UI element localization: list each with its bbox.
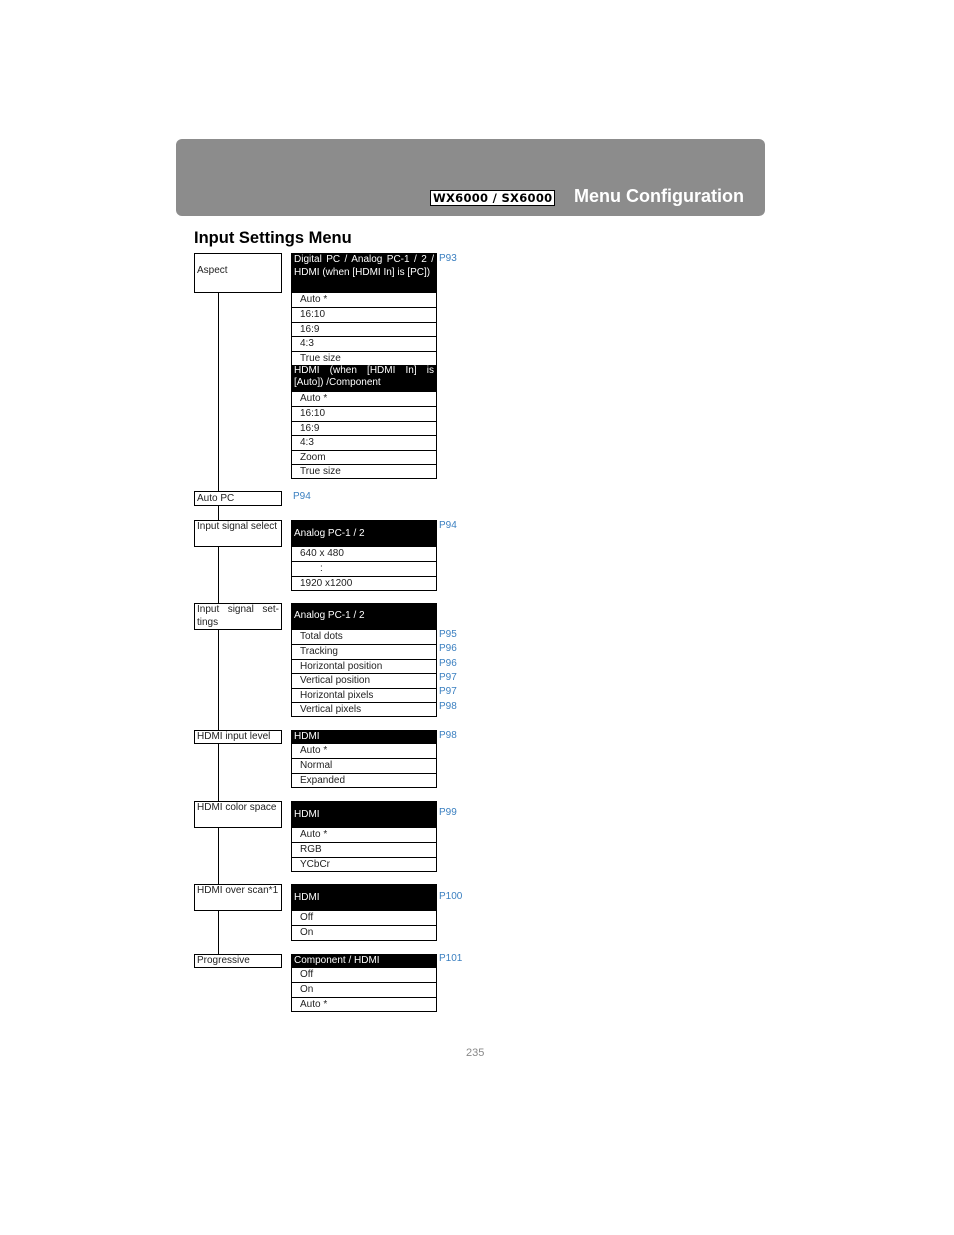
option-item: True size [292, 464, 436, 478]
option-item: 4:3 [292, 336, 436, 350]
option-item: Vertical position [292, 673, 436, 687]
option-item: Off [300, 912, 314, 923]
page-ref-link[interactable]: P94 [293, 491, 311, 502]
option-item: On [292, 925, 436, 939]
menu-label-progressive [194, 954, 282, 968]
option-item: 640 x 480 [300, 548, 344, 559]
options-progressive [291, 954, 437, 1012]
page-ref-link[interactable]: P93 [439, 253, 457, 264]
menu-label-text: Auto PC [197, 493, 235, 504]
option-item: 16:10 [292, 406, 436, 420]
option-group-header: HDMI (when [HDMI In] is [Auto]) /Component [292, 365, 436, 392]
option-item: Vertical pixels [292, 702, 436, 716]
menu-label-text: HDMI input level [197, 731, 271, 742]
menu-label-text: Aspect [197, 265, 228, 276]
option-item: Auto * [300, 745, 328, 756]
option-item: : [292, 561, 436, 575]
page-title: Menu Configuration [574, 186, 744, 206]
page-ref-link[interactable]: P101 [439, 953, 463, 964]
option-item: Auto * [292, 997, 436, 1011]
option-item: Normal [292, 758, 436, 772]
option-group-header: Digital PC / Analog PC-1 / 2 / HDMI (when [HDMI In] is [PC]) [292, 254, 436, 293]
menu-label-text: Input signal set-tings [197, 604, 279, 628]
option-item: 16:9 [292, 322, 436, 336]
option-item: Expanded [292, 773, 436, 787]
option-item: Zoom [292, 450, 436, 464]
option-group-header: Analog PC-1 / 2 [292, 521, 436, 547]
option-item: 16:9 [292, 421, 436, 435]
option-group-header: Analog PC-1 / 2 [292, 604, 436, 630]
option-group-header: HDMI [292, 731, 436, 744]
page-ref-link[interactable]: P94 [439, 520, 457, 531]
page-ref-link[interactable]: P98 [439, 730, 457, 741]
option-group-header: Component / HDMI [292, 955, 436, 968]
menu-label-text: HDMI color space [197, 802, 277, 813]
option-item: Auto * [300, 829, 328, 840]
option-item: Auto * [300, 294, 328, 305]
page-number: 235 [466, 1047, 485, 1059]
page-ref-link[interactable]: P98 [439, 701, 457, 712]
menu-label-text: Input signal select [197, 521, 278, 532]
menu-label-text: HDMI over scan*1 [197, 885, 279, 896]
page-ref-link[interactable]: P97 [439, 672, 457, 683]
page-ref-link[interactable]: P100 [439, 891, 463, 902]
option-group-header: HDMI [292, 802, 436, 828]
options-hdmi-input-level [291, 730, 437, 788]
option-item: True size [292, 351, 436, 365]
option-item: Auto * [300, 392, 328, 404]
page-ref-link[interactable]: P99 [439, 807, 457, 818]
page-ref-link[interactable]: P96 [439, 658, 457, 669]
option-item: On [292, 982, 436, 996]
option-item: RGB [292, 842, 436, 856]
model-badge: WX6000 / SX6000 [430, 190, 555, 206]
option-item: Off [300, 969, 314, 980]
options-aspect [291, 253, 437, 479]
menu-label-hdmi-over-scan [194, 884, 282, 911]
page-ref-link[interactable]: P96 [439, 643, 457, 654]
menu-label-hdmi-color-space [194, 801, 282, 828]
option-item: Horizontal pixels [292, 688, 436, 702]
option-item: 4:3 [292, 435, 436, 449]
options-hdmi-over-scan [291, 884, 437, 941]
option-item: Horizontal position [292, 659, 436, 673]
option-item: Tracking [292, 644, 436, 658]
menu-label-auto-pc [194, 491, 282, 506]
option-item: YCbCr [292, 857, 436, 871]
menu-label-input-signal-select [194, 520, 282, 547]
options-hdmi-color-space [291, 801, 437, 872]
option-item: 1920 x1200 [292, 576, 436, 590]
menu-label-text: Progressive [197, 955, 250, 966]
page-ref-link[interactable]: P95 [439, 629, 457, 640]
page-ref-link[interactable]: P97 [439, 686, 457, 697]
options-input-signal-settings [291, 603, 437, 717]
menu-label-aspect [194, 253, 282, 293]
option-group-header: HDMI [292, 885, 436, 911]
section-title: Input Settings Menu [194, 229, 352, 247]
option-item: 16:10 [292, 307, 436, 321]
menu-label-input-signal-settings [194, 603, 282, 630]
menu-label-hdmi-input-level [194, 730, 282, 744]
options-input-signal-select [291, 520, 437, 591]
option-item: Total dots [300, 631, 343, 642]
